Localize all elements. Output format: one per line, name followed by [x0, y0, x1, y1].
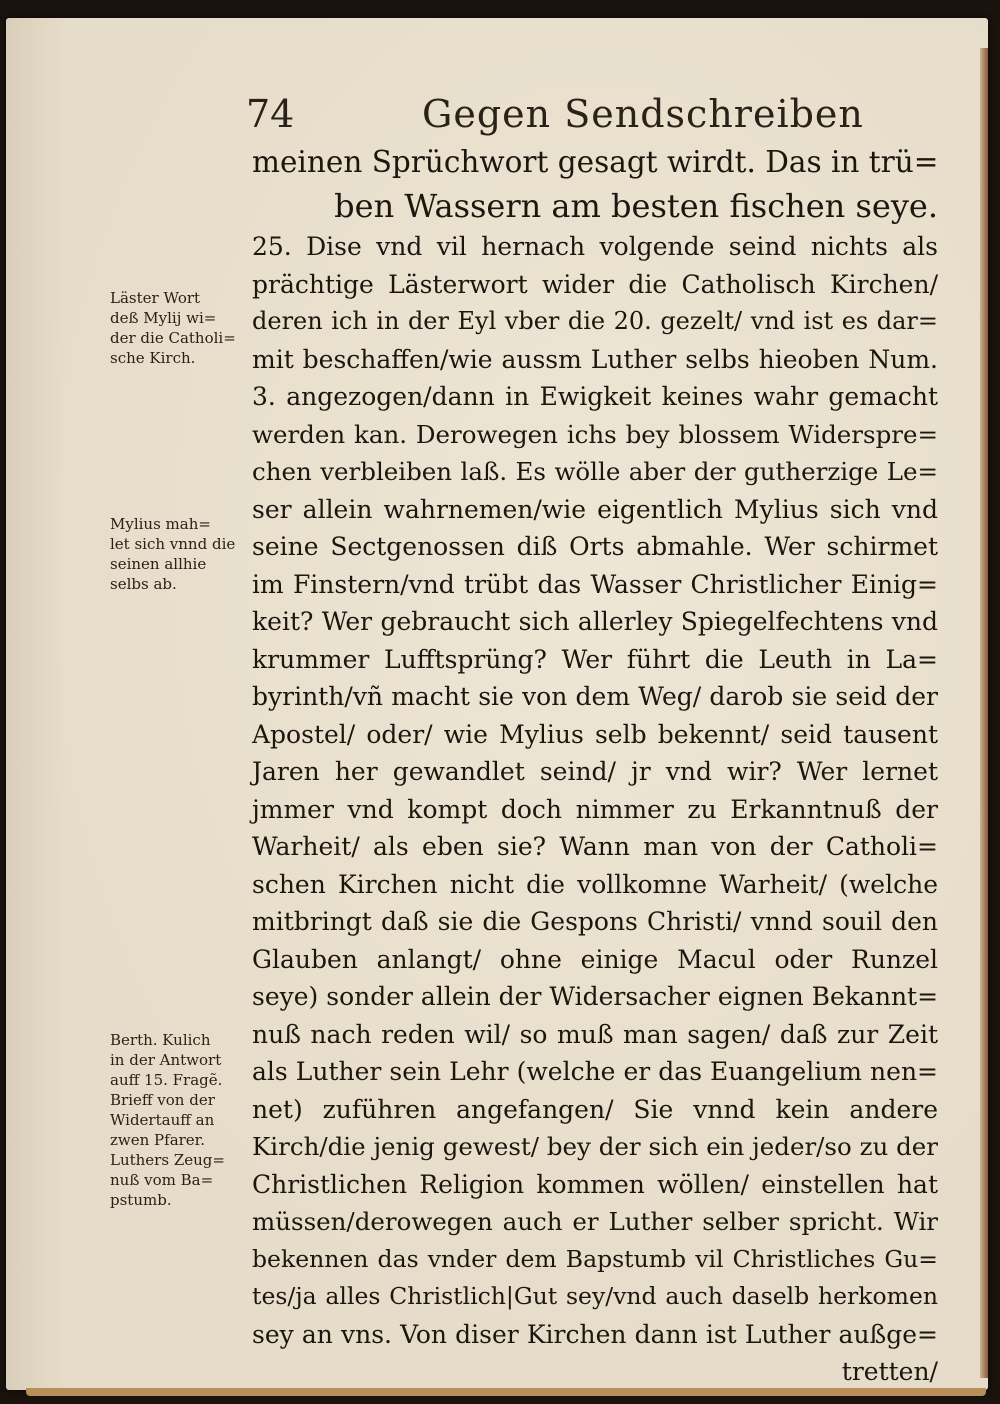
- margin-note-line: sche Kirch.: [110, 349, 196, 367]
- text-line: mit beschaffen/wie aussm Luther selbs hieoben Num.: [252, 344, 938, 374]
- text-line: krummer Lufftsprüng? Wer führt die Leuth in La=: [252, 644, 938, 674]
- text-line: Jaren her gewandlet seind/ jr vnd wir? Wer lernet: [252, 757, 938, 786]
- margin-note-line: Widertauff an: [110, 1111, 215, 1129]
- margin-note-line: nuß vom Ba=: [110, 1171, 214, 1189]
- margin-note-line: seinen allhie: [110, 555, 207, 573]
- text-line: bekennen das vnder dem Bapstumb vil Christliches Gu=: [252, 1244, 938, 1273]
- margin-note-line: deß Mylij wi=: [110, 309, 217, 327]
- margin-note-line: selbs ab.: [110, 575, 177, 593]
- text-line: Kirch/die jenig gewest/ bey der sich ein jeder/so zu der: [252, 1132, 938, 1161]
- text-line: im Finstern/vnd trübt das Wasser Christlicher Einig=: [252, 569, 938, 599]
- margin-note-line: Brieff von der: [110, 1091, 215, 1109]
- margin-note-1: [110, 288, 246, 368]
- text-line: schen Kirchen nicht die vollkomne Warheit/ (welche: [252, 869, 938, 899]
- text-line: werden kan. Derowegen ichs bey blossem Widerspre=: [252, 419, 938, 449]
- text-line: mitbringt daß sie die Gespons Christi/ vnnd souil den: [252, 907, 938, 936]
- margin-note-line: Luthers Zeug=: [110, 1151, 225, 1169]
- text-line: als Luther sein Lehr (welche er das Euangelium nen=: [252, 1057, 938, 1086]
- margin-note-line: auff 15. Fragẽ.: [110, 1071, 223, 1089]
- text-line: tes/ja alles Christlich|Gut sey/vnd auch daselb herkomen: [252, 1282, 938, 1310]
- text-line: 25. Dise vnd vil hernach volgende seind nichts als: [252, 232, 938, 261]
- text-line: byrinth/vñ macht sie von dem Weg/ darob sie seid der: [252, 682, 938, 711]
- text-line: Warheit/ als eben sie? Wann man von der Catholi=: [252, 832, 938, 861]
- margin-note-line: pstumb.: [110, 1191, 172, 1209]
- text-line: 3. angezogen/dann in Ewigkeit keines wahr gemacht: [252, 382, 938, 411]
- text-line: keit? Wer gebraucht sich allerley Spiegelfechtens vnd: [252, 607, 938, 636]
- margin-note-line: let sich vnnd die: [110, 535, 236, 553]
- text-line: net) zuführen angefangen/ Sie vnnd kein andere: [252, 1094, 938, 1124]
- text-line: nuß nach reden wil/ so muß man sagen/ daß zur Zeit: [252, 1019, 938, 1049]
- margin-note-line: zwen Pfarer.: [110, 1131, 205, 1149]
- margin-note-line: Berth. Kulich: [110, 1031, 211, 1049]
- page-number: 74: [246, 92, 295, 136]
- margin-note-2: [110, 514, 246, 594]
- text-line: deren ich in der Eyl vber die 20. gezelt/ vnd ist es dar=: [252, 307, 938, 335]
- running-title: Gegen Sendschreiben: [422, 92, 864, 136]
- text-line: seye) sonder allein der Widersacher eignen Bekannt=: [252, 982, 939, 1011]
- text-line: jmmer vnd kompt doch nimmer zu Erkanntnuß der: [252, 794, 938, 824]
- margin-note-line: Mylius mah=: [110, 515, 211, 533]
- text-line: Glauben anlangt/ ohne einige Macul oder Runzel: [252, 944, 938, 974]
- margin-note-line: Läster Wort: [110, 289, 201, 307]
- text-line: prächtige Lästerwort wider die Catholisch Kirchen/: [252, 269, 938, 299]
- text-line: ser allein wahrnemen/wie eigentlich Mylius sich vnd: [252, 494, 938, 524]
- text-line: chen verbleiben laß. Es wölle aber der gutherzige Le=: [252, 457, 938, 486]
- margin-note-3: [110, 1030, 246, 1210]
- text-line: Apostel/ oder/ wie Mylius selb bekennt/ seid tausent: [252, 719, 938, 749]
- margin-note-line: in der Antwort: [110, 1051, 222, 1069]
- catchword: tretten/: [841, 1357, 938, 1386]
- margin-note-line: der die Catholi=: [110, 329, 236, 347]
- text-line: Christlichen Religion kommen wöllen/ einstellen hat: [252, 1169, 938, 1199]
- text-line: sey an vns. Von diser Kirchen dann ist Luther außge=: [252, 1319, 938, 1349]
- text-line: seine Sectgenossen diß Orts abmahle. Wer schirmet: [252, 532, 938, 561]
- page-edge: [980, 48, 988, 1378]
- text-line: ben Wassern am besten fischen seye.: [334, 187, 938, 225]
- text-line: müssen/derowegen auch er Luther selber spricht. Wir: [252, 1207, 938, 1236]
- text-line: meinen Sprüchwort gesagt wirdt. Das in trü=: [252, 145, 939, 179]
- main-text-block: [252, 140, 938, 1391]
